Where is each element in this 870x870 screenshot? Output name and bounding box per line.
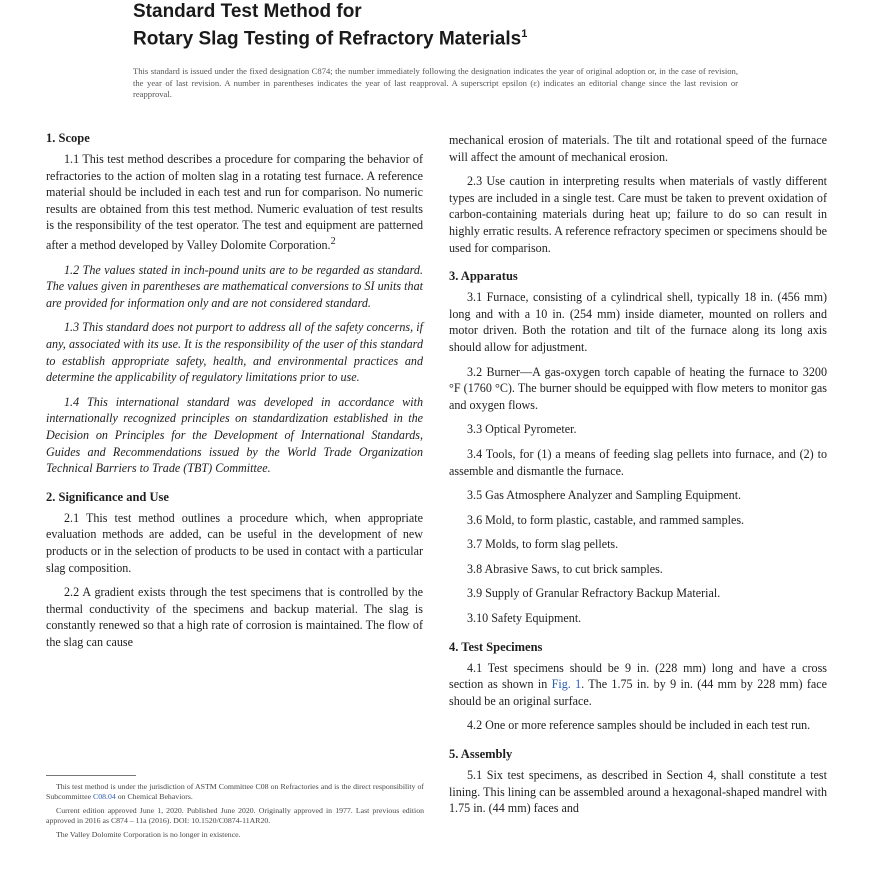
paragraph-4-1 bbox=[449, 660, 827, 710]
paragraph-1-1 bbox=[46, 151, 423, 254]
title-line-2 bbox=[133, 23, 833, 50]
paragraph-1-4: 1.4 This international standard was developed in accordance with internationally recognized principles on standardization established in the Decision on Principles for the Development of International Standards, Guides and Recommendations issued by the World Trade Organization Technical Barriers to Trade (TBT) Committee. bbox=[46, 394, 423, 476]
paragraph-3-5: 3.5 Gas Atmosphere Analyzer and Sampling Equipment. bbox=[467, 488, 742, 503]
paragraph-2-3: 2.3 Use caution in interpreting results when materials of vastly different types are included in a single test. Care must be taken to prevent oxidation of carbon-containing materials during heat up; failure to do so can result in highly erratic results. A reference refractory specimen or specimens should be used for comparison. bbox=[449, 174, 827, 255]
title-line-1: Standard Test Method for bbox=[133, 1, 362, 22]
section-heading-scope: 1. Scope bbox=[46, 131, 90, 145]
paragraph-3-4: 3.4 Tools, for (1) a means of feeding slag pellets into furnace, and (2) to assemble and dismantle the furnace. bbox=[449, 446, 827, 478]
title-footnote-mark: 1 bbox=[521, 28, 528, 40]
paragraph-3-1: 3.1 Furnace, consisting of a cylindrical shell, typically 18 in. (456 mm) long and with a 10 in. (254 mm) inside diameter, mounted on rollers and motor driven. Both the rotation and tilt of the furnace along its long axis should allow for adjustment. bbox=[449, 290, 827, 354]
section-heading-significance: 2. Significance and Use bbox=[46, 489, 169, 504]
section-heading-test-specimens: 4. Test Specimens bbox=[449, 639, 543, 654]
section-heading-apparatus: 3. Apparatus bbox=[449, 269, 518, 284]
paragraph-2-1: 2.1 This test method outlines a procedure which, when appropriate evaluation methods are added, can be useful in the development of new products or in the selection of products to be used in contact with a particular slag composition. bbox=[46, 510, 423, 575]
footnote-2: The Valley Dolomite Corporation is no longer in existence. bbox=[56, 830, 241, 839]
paragraph-4-2: 4.2 One or more reference samples should be included in each test run. bbox=[467, 718, 811, 733]
paragraph-2-2-continued: mechanical erosion of materials. The tilt and rotational speed of the furnace will affect the amount of mechanical erosion. bbox=[449, 133, 827, 164]
footnote-ref-2: 2 bbox=[330, 235, 336, 247]
section-heading-assembly: 5. Assembly bbox=[449, 747, 513, 762]
paragraph-2-2: 2.2 A gradient exists through the test specimens that is controlled by the thermal conductivity of the specimens and backup material. The slag is constantly renewed so that a high rate of corrosion is maintained. The flow of the slag can cause bbox=[46, 585, 423, 649]
designation-notice: This standard is issued under the fixed designation C874; the number immediately following the designation indicates the year of original adoption or, in the case of revision, the year of last revision. A number in parentheses indicates the year of last reapproval. A superscript epsilon (ε) indicates an editorial change since the last revision or reapproval. bbox=[133, 66, 738, 99]
paragraph-3-2: 3.2 Burner—A gas-oxygen torch capable of heating the furnace to 3200 °F (1760 °C). The burner should be equipped with flow meters to monitor gas and oxygen flows. bbox=[449, 364, 827, 412]
footnote-divider bbox=[46, 775, 136, 776]
paragraph-3-8: 3.8 Abrasive Saws, to cut brick samples. bbox=[467, 561, 663, 576]
right-column bbox=[449, 132, 827, 825]
document-title bbox=[133, 0, 833, 50]
paragraph-3-3: 3.3 Optical Pyrometer. bbox=[467, 422, 577, 437]
footnotes bbox=[46, 782, 424, 844]
paragraph-1-3: 1.3 This standard does not purport to address all of the safety concerns, if any, associated with its use. It is the responsibility of the user of this standard to establish appropriate safety, health, and environmental practices and determine the applicability of regulatory limitations prior to use. bbox=[46, 320, 423, 385]
paragraph-1-2: 1.2 The values stated in inch-pound units are to be regarded as standard. The values given in parentheses are mathematical conversions to SI units that are provided for information only and are not considered standard. bbox=[46, 262, 423, 310]
paragraph-5-1: 5.1 Six test specimens, as described in Section 4, shall constitute a test lining. This lining can be assembled around a hexagonal-shaped mandrel with 1.75 in. (44 mm) faces and bbox=[449, 768, 827, 816]
footnote-1-text-b: on Chemical Behaviors. bbox=[115, 792, 193, 801]
paragraph-3-6: 3.6 Mold, to form plastic, castable, and rammed samples. bbox=[467, 512, 745, 527]
title-text: Rotary Slag Testing of Refractory Materials bbox=[133, 28, 522, 50]
figure-1-link[interactable]: Fig. 1 bbox=[551, 677, 582, 692]
paragraph-3-10: 3.10 Safety Equipment. bbox=[467, 611, 582, 626]
left-column bbox=[46, 130, 423, 658]
paragraph-3-7: 3.7 Molds, to form slag pellets. bbox=[467, 537, 619, 552]
footnote-1-text-a: This test method is under the jurisdiction of ASTM Committee C08 on Refractories and is the direct responsibility of Subcommittee bbox=[46, 782, 424, 801]
footnote-1 bbox=[46, 782, 424, 802]
subcommittee-link[interactable]: C08.04 bbox=[93, 792, 116, 801]
paragraph-1-1-text: 1.1 This test method describes a procedure for comparing the behavior of refractories to the action of molten slag in a rotating test furnace. A reference material should be included in each test and run for comparison. No numeric results are obtained from this test method. Numeric evaluation of test results is the responsibility of the test operator. The test and equipment are patterned after a method developed by Valley Dolomite Corporation. bbox=[46, 152, 423, 252]
paragraph-4-1-text-b: . The 1.75 in. by 9 in. (44 mm by 228 mm) face should be an original surface. bbox=[449, 677, 827, 708]
footnote-1-edition: Current edition approved June 1, 2020. Published June 2020. Originally approved in 1977. Last previous edition approved in 2016 as C874 – 11a (2016). DOI: 10.1520/C0874-11AR20. bbox=[46, 806, 424, 825]
paragraph-4-1-text-a: 4.1 Test specimens should be 9 in. (228 mm) long and have a cross section as shown in bbox=[449, 660, 827, 692]
paragraph-3-9: 3.9 Supply of Granular Refractory Backup Material. bbox=[467, 586, 721, 601]
